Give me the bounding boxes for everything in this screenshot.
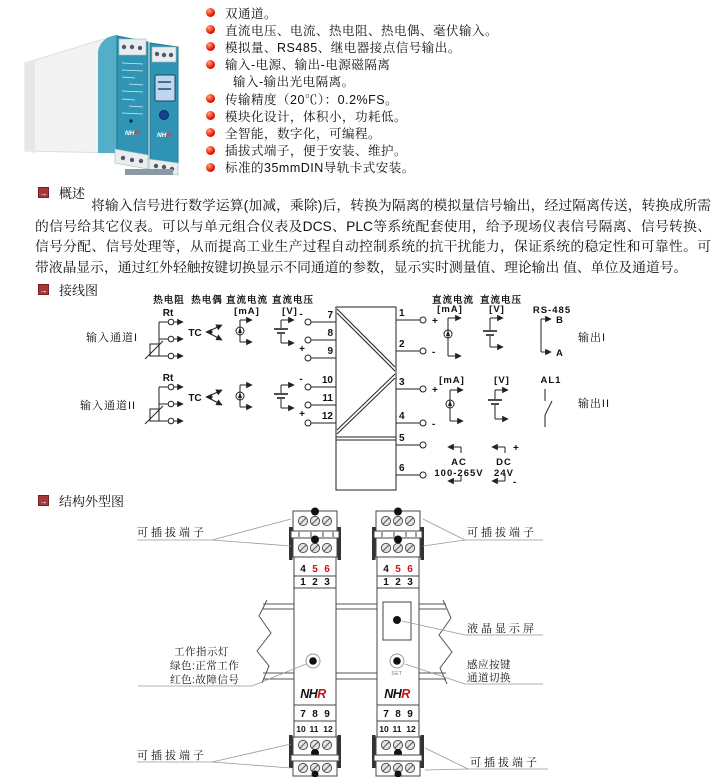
feature-text: 输入-输出光电隔离。 bbox=[233, 75, 355, 90]
svg-text:6: 6 bbox=[407, 564, 413, 575]
callout-pluggable-bottom-right bbox=[425, 748, 548, 770]
structure-diagram bbox=[0, 505, 715, 777]
callout-touch-key bbox=[405, 658, 543, 684]
section-title: 结构外型图 bbox=[59, 494, 125, 509]
svg-text:TC: TC bbox=[188, 328, 202, 339]
dc-label: DC bbox=[496, 457, 512, 468]
list-item bbox=[200, 56, 498, 73]
input-terminals-ch2 bbox=[299, 374, 336, 426]
col-label: 直流电压 bbox=[479, 295, 523, 306]
feature-text: 模拟量、RS485、继电器接点信号输出。 bbox=[225, 40, 461, 55]
ac-range: 100-265V bbox=[434, 468, 484, 479]
list-item bbox=[200, 142, 498, 159]
svg-text:5: 5 bbox=[312, 564, 318, 575]
col-label: 直流电压 bbox=[271, 295, 315, 306]
svg-text:[V]: [V] bbox=[489, 304, 505, 315]
svg-text:液晶显示屏: 液晶显示屏 bbox=[467, 623, 537, 635]
rtd-symbol-ch2 bbox=[145, 373, 183, 424]
bullet-icon bbox=[206, 163, 215, 172]
list-item bbox=[200, 159, 498, 176]
col-label: 热电阻 bbox=[153, 295, 185, 306]
rtd-symbol-ch1 bbox=[145, 308, 183, 359]
bullet-icon bbox=[206, 60, 215, 69]
feature-text: 模块化设计，体积小，功耗低。 bbox=[225, 109, 408, 124]
bullet-icon bbox=[206, 146, 215, 155]
svg-text:-: - bbox=[432, 347, 436, 358]
svg-text:Rt: Rt bbox=[162, 308, 174, 319]
svg-text:[mA]: [mA] bbox=[439, 375, 465, 386]
svg-text:-: - bbox=[299, 309, 303, 320]
voltage-source-symbol-ch1 bbox=[274, 306, 298, 343]
product-photo bbox=[5, 3, 180, 181]
svg-text:2: 2 bbox=[312, 577, 318, 588]
section-marker-icon: → bbox=[39, 497, 48, 506]
list-item bbox=[200, 124, 498, 141]
section-marker-icon: → bbox=[39, 189, 48, 198]
svg-text:7: 7 bbox=[383, 709, 389, 720]
feature-text: 双通道。 bbox=[225, 6, 278, 21]
svg-text:6: 6 bbox=[399, 463, 405, 474]
list-item-continuation bbox=[200, 73, 498, 90]
svg-text:TC: TC bbox=[188, 393, 202, 404]
svg-text:11: 11 bbox=[309, 724, 319, 734]
svg-text:12: 12 bbox=[323, 724, 333, 734]
svg-text:NHR bbox=[125, 130, 139, 137]
svg-text:8: 8 bbox=[312, 709, 318, 720]
list-item bbox=[200, 21, 498, 38]
output-terminals bbox=[396, 308, 438, 478]
callout-pluggable-top-right bbox=[423, 519, 543, 546]
callout-pluggable-top-left bbox=[137, 519, 291, 546]
svg-text:-: - bbox=[299, 374, 303, 385]
svg-text:+: + bbox=[299, 344, 305, 355]
set-button-label: SET bbox=[391, 671, 403, 677]
svg-text:10: 10 bbox=[296, 724, 306, 734]
col-label: 热电偶 bbox=[191, 295, 223, 306]
svg-text:12: 12 bbox=[406, 724, 416, 734]
svg-text:+: + bbox=[432, 316, 438, 327]
current-source-symbol-ch2 bbox=[236, 385, 252, 407]
output2-symbols bbox=[439, 375, 610, 427]
svg-text:可插拔端子: 可插拔端子 bbox=[137, 750, 207, 762]
nhr-logo: NHR bbox=[384, 687, 410, 701]
svg-text:+: + bbox=[513, 443, 519, 454]
svg-text:[mA]: [mA] bbox=[234, 306, 260, 317]
svg-text:5: 5 bbox=[399, 433, 405, 444]
section-marker-icon: → bbox=[39, 286, 48, 295]
svg-text:8: 8 bbox=[327, 328, 333, 339]
svg-text:9: 9 bbox=[324, 709, 330, 720]
svg-text:工作指示灯: 工作指示灯 bbox=[174, 646, 229, 658]
svg-text:2: 2 bbox=[399, 339, 405, 350]
feature-text: 标准的35mmDIN导轨卡式安装。 bbox=[225, 161, 415, 176]
input-channel-2-label: 输入通道II bbox=[80, 400, 137, 412]
svg-text:3: 3 bbox=[407, 577, 413, 588]
feature-text: 传输精度（20℃）：0.2%FS。 bbox=[225, 92, 399, 107]
section-title: 接线图 bbox=[59, 283, 99, 298]
svg-text:11: 11 bbox=[392, 724, 402, 734]
svg-text:NHR: NHR bbox=[156, 132, 172, 139]
thermocouple-symbol-ch2 bbox=[188, 390, 222, 405]
photo-lcd bbox=[155, 75, 175, 101]
isolator-box bbox=[336, 307, 396, 490]
feature-list bbox=[200, 4, 498, 176]
svg-text:12: 12 bbox=[321, 411, 333, 422]
device-left bbox=[289, 508, 341, 777]
svg-text:1: 1 bbox=[383, 577, 389, 588]
list-item bbox=[200, 4, 498, 21]
svg-text:[mA]: [mA] bbox=[437, 304, 463, 315]
svg-text:10: 10 bbox=[321, 375, 333, 386]
svg-text:A: A bbox=[556, 348, 564, 359]
thermocouple-symbol-ch1 bbox=[188, 325, 222, 340]
svg-text:11: 11 bbox=[322, 393, 333, 404]
bullet-icon bbox=[206, 42, 215, 51]
input-channel-1-label: 输入通道I bbox=[86, 332, 139, 344]
svg-text:可插拔端子: 可插拔端子 bbox=[137, 527, 207, 539]
svg-text:感应按键: 感应按键 bbox=[467, 659, 511, 671]
bullet-icon bbox=[206, 128, 215, 137]
svg-text:可插拔端子: 可插拔端子 bbox=[467, 527, 537, 539]
voltage-source-symbol-ch2 bbox=[274, 385, 294, 408]
svg-text:+: + bbox=[299, 409, 305, 420]
svg-text:-: - bbox=[513, 477, 517, 488]
feature-text: 直流电压、电流、热电阻、热电偶、毫伏输入。 bbox=[225, 23, 499, 38]
svg-text:+: + bbox=[432, 385, 438, 396]
output2-label: 输出II bbox=[577, 398, 611, 410]
list-item bbox=[200, 38, 498, 55]
svg-text:[V]: [V] bbox=[494, 375, 510, 386]
svg-text:9: 9 bbox=[407, 709, 413, 720]
photo-logo-r: R bbox=[134, 130, 140, 137]
callout-lcd bbox=[402, 621, 543, 635]
svg-text:3: 3 bbox=[324, 577, 330, 588]
svg-text:5: 5 bbox=[395, 564, 401, 575]
wiring-diagram bbox=[0, 290, 715, 495]
callout-indicator bbox=[138, 645, 306, 686]
svg-text:通道切换: 通道切换 bbox=[467, 672, 511, 684]
svg-text:6: 6 bbox=[324, 564, 330, 575]
col-label: 直流电流 bbox=[431, 295, 475, 306]
col-label: 直流电流 bbox=[225, 295, 269, 306]
svg-text:7: 7 bbox=[300, 709, 306, 720]
svg-text:2: 2 bbox=[395, 577, 401, 588]
svg-text:9: 9 bbox=[327, 346, 333, 357]
list-item bbox=[200, 90, 498, 107]
power-supply-symbols bbox=[434, 443, 519, 488]
svg-text:Rt: Rt bbox=[162, 373, 174, 384]
svg-text:10: 10 bbox=[379, 724, 389, 734]
svg-text:[V]: [V] bbox=[282, 306, 298, 317]
section-title: 概述 bbox=[59, 186, 86, 201]
input-terminals-ch1 bbox=[299, 309, 336, 361]
bullet-icon bbox=[206, 111, 215, 120]
bullet-icon bbox=[206, 94, 215, 103]
list-item bbox=[200, 107, 498, 124]
feature-text: 输入-电源、输出-电源磁隔离 bbox=[225, 58, 391, 73]
output1-label: 输出I bbox=[577, 332, 607, 344]
photo-set-button bbox=[160, 111, 169, 120]
dc-range: 24V bbox=[494, 468, 514, 479]
svg-text:B: B bbox=[556, 315, 564, 326]
din-rail bbox=[257, 600, 452, 684]
svg-text:1: 1 bbox=[300, 577, 306, 588]
nhr-logo: NHR bbox=[300, 687, 326, 701]
output1-symbols bbox=[437, 304, 606, 359]
svg-text:RS-485: RS-485 bbox=[532, 305, 572, 316]
ac-label: AC bbox=[451, 457, 467, 468]
svg-text:4: 4 bbox=[399, 411, 405, 422]
svg-text:AL1: AL1 bbox=[540, 375, 562, 386]
svg-text:4: 4 bbox=[300, 564, 306, 575]
svg-text:8: 8 bbox=[395, 709, 401, 720]
module-left-housing bbox=[25, 35, 148, 169]
device-right bbox=[372, 508, 424, 777]
callout-pluggable-bottom-left bbox=[137, 744, 291, 768]
svg-text:3: 3 bbox=[399, 377, 405, 388]
current-source-symbol-ch1 bbox=[234, 306, 260, 342]
svg-text:1: 1 bbox=[399, 308, 405, 319]
svg-text:4: 4 bbox=[383, 564, 389, 575]
svg-text:绿色:正常工作: 绿色:正常工作 bbox=[170, 660, 240, 672]
svg-text:可插拔端子: 可插拔端子 bbox=[470, 757, 540, 769]
bullet-icon bbox=[206, 25, 215, 34]
bullet-icon bbox=[206, 8, 215, 17]
svg-text:-: - bbox=[432, 419, 436, 430]
svg-text:7: 7 bbox=[327, 310, 333, 321]
overview-paragraph: 将输入信号进行数学运算(加减，乘除)后，转换为隔离的模拟量信号输出，经过隔离传送，转换成所需的信号给其它仪表。可以与单元组合仪表及DCS、PLC等系统配套使用，给予现场仪表信号隔离、信号转换、信号分配、信号处理等，从而提高工业生产过程自动控制系统的抗干扰能力，保证系统的稳定性和可靠性。可带液晶显示，通过红外轻触按键切换显示不同通道的参数，显示实时测量值、理论输出 值、单位及通道号。 bbox=[35, 198, 711, 275]
svg-text:红色:故障信号: 红色:故障信号 bbox=[170, 674, 240, 686]
feature-text: 全智能，数字化，可编程。 bbox=[225, 126, 382, 141]
feature-text: 插拔式端子，便于安装、维护。 bbox=[225, 144, 408, 159]
photo-logo-nh: NH bbox=[124, 130, 135, 137]
